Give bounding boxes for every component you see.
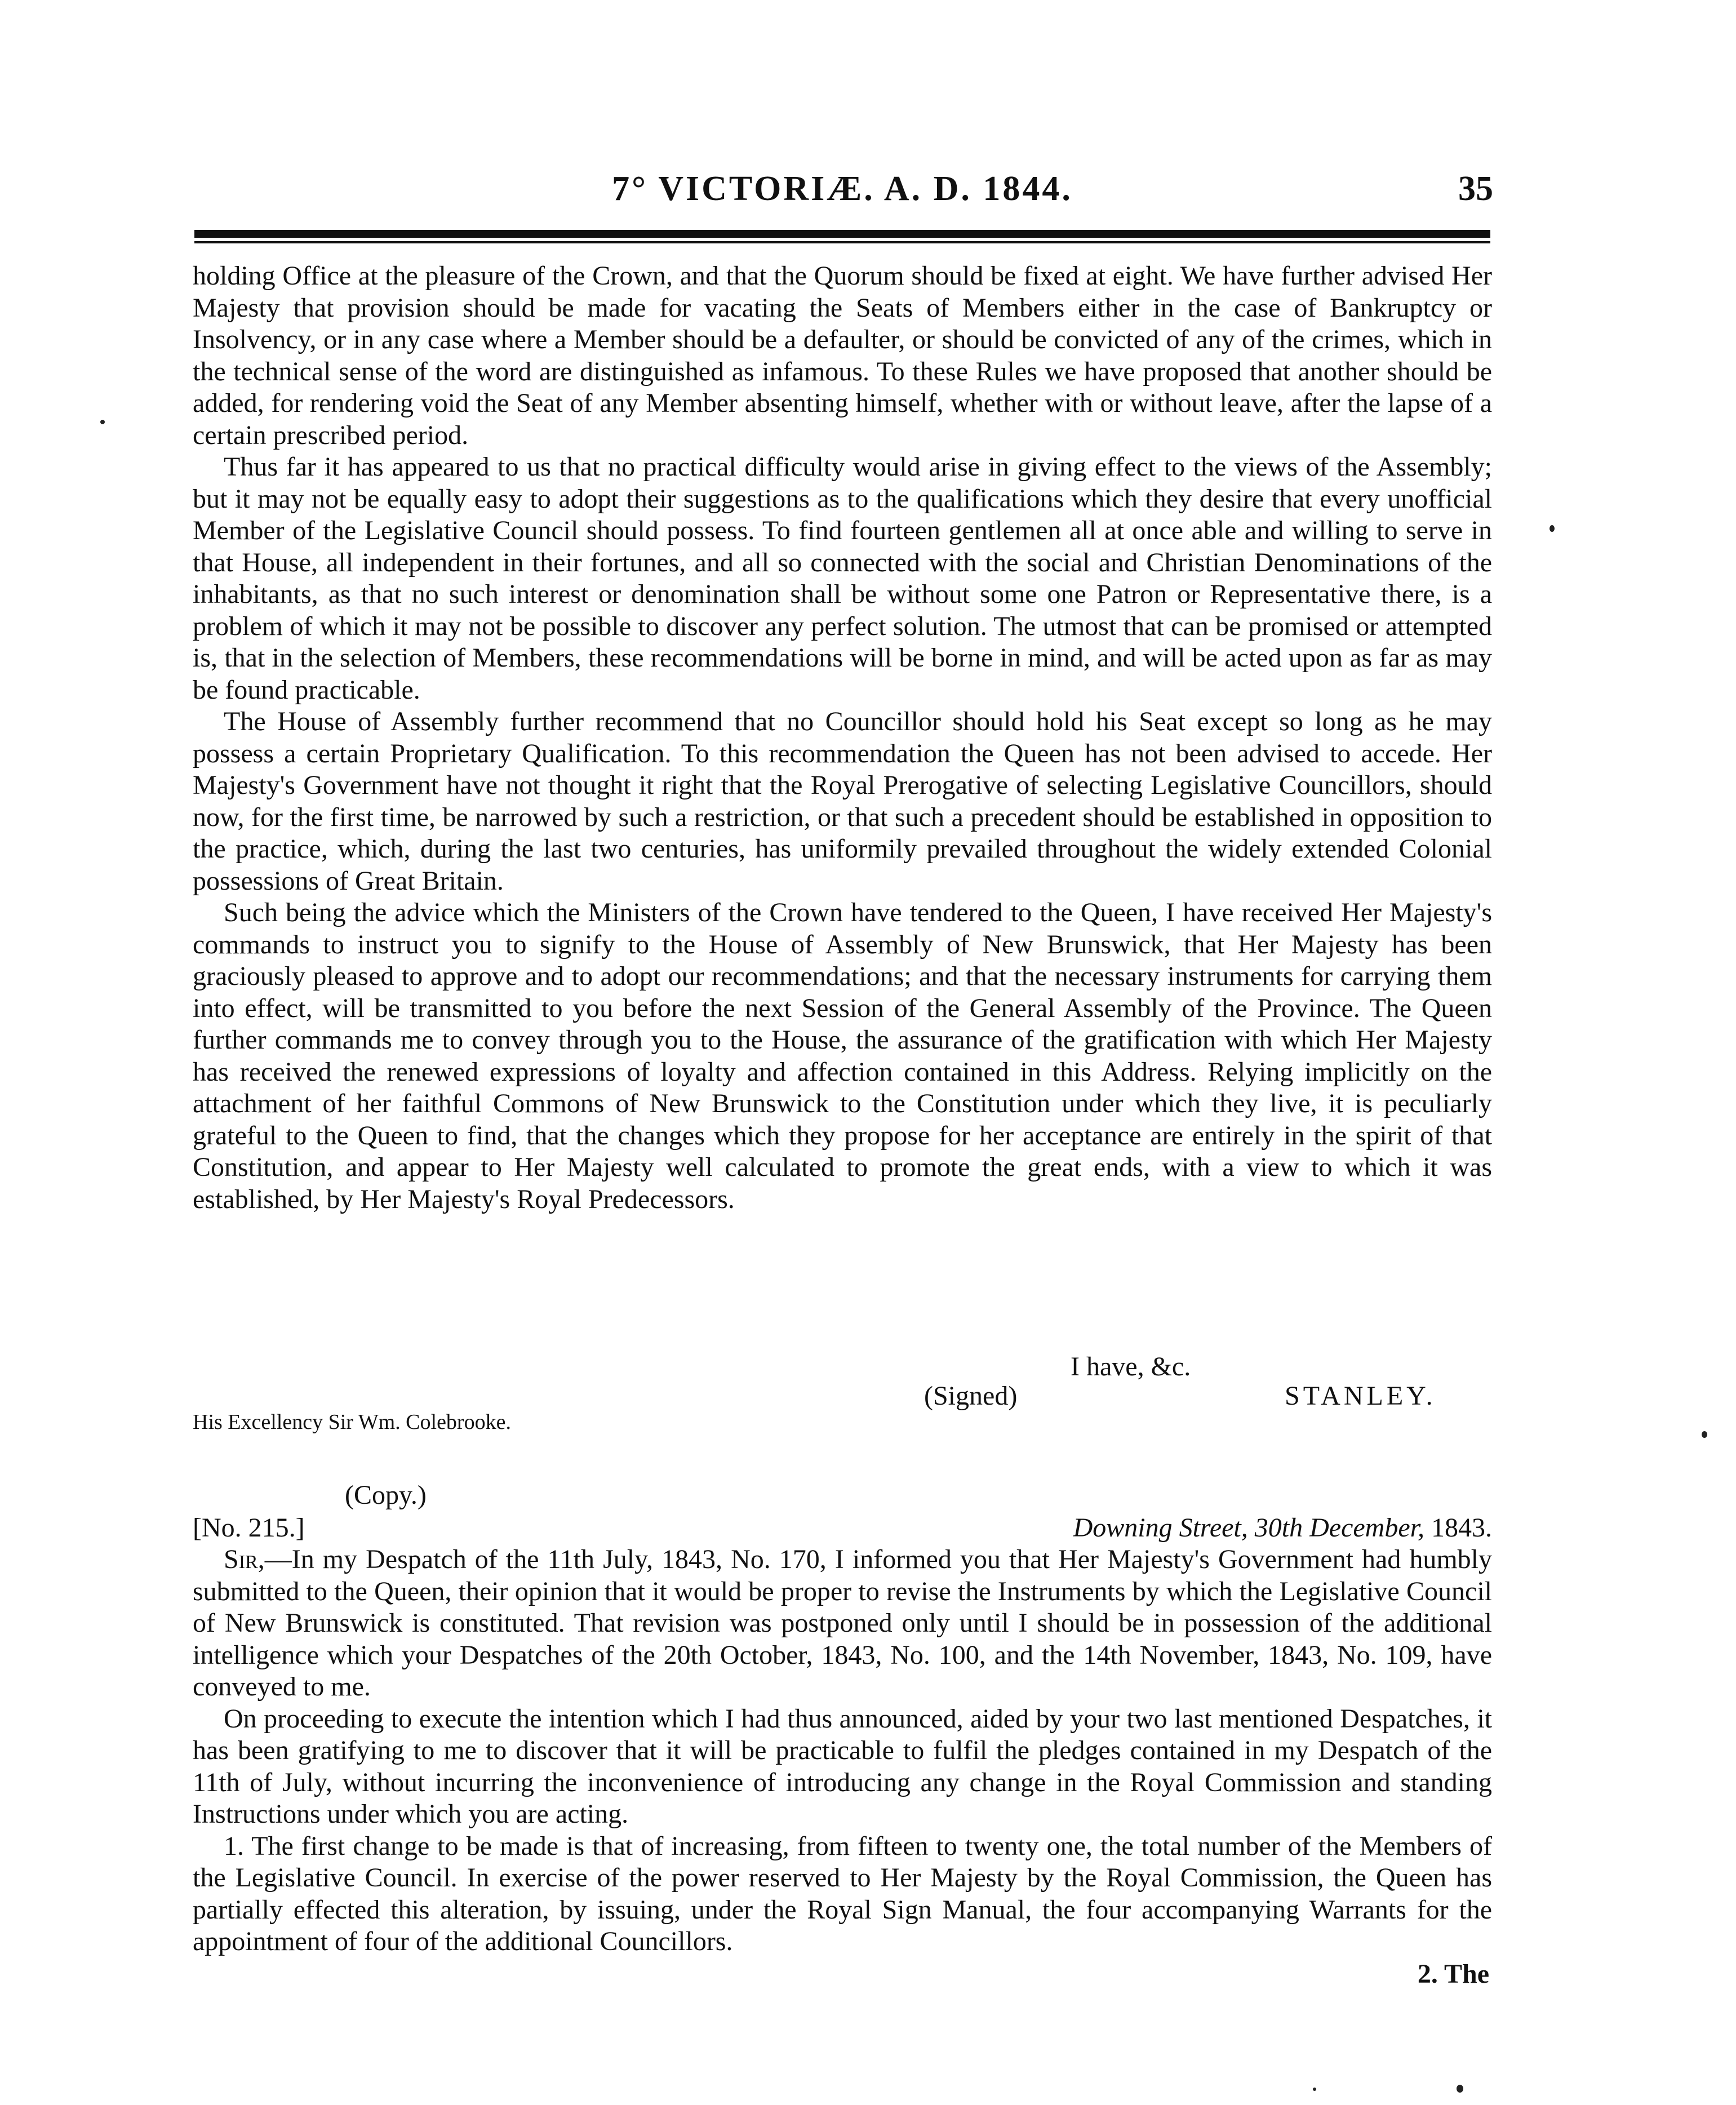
despatch-body — [193, 260, 1492, 1215]
signed-label: (Signed) — [924, 1381, 1018, 1411]
despatch-number: [No. 215.] — [193, 1513, 305, 1543]
scan-speck — [1313, 2088, 1316, 2091]
running-title: 7° VICTORIÆ. A. D. 1844. — [612, 170, 1073, 208]
scan-speck — [1549, 525, 1555, 532]
page-header — [192, 169, 1493, 214]
page-number: 35 — [1458, 170, 1493, 208]
salutation: Sir, — [224, 1544, 265, 1574]
scan-speck — [100, 420, 105, 424]
second-despatch-body — [193, 1544, 1492, 1958]
paragraph-text: —In my Despatch of the 11th July, 1843, No. 170, I informed you that Her Majesty's Government had humbly submitted to the Queen, their opinion that it would be proper to revise the Instruments by which the Legislative Council of New Brunswick is constituted. That revision was postponed only until I should be in possession of the additional intelligence which your Despatches of the 20th October, 1843, No. 100, and the 14th November, 1843, No. 109, have conveyed to me. — [193, 1544, 1492, 1702]
paragraph: The House of Assembly further recommend that no Councillor should hold his Seat except so long as he may possess a certain Proprietary Qualification. To this recommendation the Queen has not been advised to accede. Her Majesty's Government have not thought it right that the Royal Prerogative of selecting Legislative Councillors, should now, for the first time, be narrowed by such a restriction, or that such a precedent should be established in opposition to the practice, which, during the last two centuries, has uniformily prevailed throughout the widely extended Colonial possessions of Great Britain. — [193, 707, 1492, 896]
signer-name: STANLEY. — [1285, 1381, 1436, 1411]
catchword: 2. The — [1417, 1959, 1489, 1989]
dateline — [1073, 1512, 1492, 1543]
copy-label: (Copy.) — [345, 1480, 427, 1510]
closing-formula: I have, &c. — [1071, 1352, 1191, 1382]
scan-speck — [1457, 2085, 1463, 2093]
dateline-place: Downing Street, 30th December, — [1073, 1513, 1424, 1543]
paragraph: holding Office at the pleasure of the Crown, and that the Quorum should be fixed at eight. We have further advised Her Majesty that provision should be made for vacating the Seats of Members either in the case of Bankruptcy or Insolvency, or in any case where a Member should be a defaulter, or should be convicted of any of the crimes, which in the technical sense of the word are distinguished as infamous. To these Rules we have proposed that another should be added, for rendering void the Seat of any Member absenting himself, whether with or without leave, after the lapse of a certain prescribed period. — [193, 261, 1492, 450]
header-rule-thin — [194, 241, 1490, 243]
paragraph: Thus far it has appeared to us that no practical difficulty would arise in giving effect to the views of the Assembly; but it may not be equally easy to adopt their suggestions as to the qualifications which they desire that every unofficial Member of the Legislative Council should possess. To find fourteen gentlemen all at once able and willing to serve in that House, all independent in their fortunes, and all so connected with the social and Christian Denominations of the inhabitants, as that no such interest or denomination shall be without some one Patron or Representative there, is a problem of which it may not be possible to discover any perfect solution. The utmost that can be promised or attempted is, that in the selection of Members, these recommendations will be borne in mind, and will be acted upon as far as may be found practicable. — [193, 452, 1492, 705]
paragraph: 1. The first change to be made is that of increasing, from fifteen to twenty one, the total number of the Members of the Legislative Council. In exercise of the power reserved to Her Majesty by the Royal Commission, the Queen has partially effected this alteration, by issuing, under the Royal Sign Manual, the four accompanying Warrants for the appointment of four of the additional Councillors. — [193, 1831, 1492, 1956]
paragraph: Such being the advice which the Ministers of the Crown have tendered to the Queen, I have received Her Majesty's commands to instruct you to signify to the House of Assembly of New Brunswick, that Her Majesty has been graciously pleased to approve and to adopt our recommendations; and that the necessary instruments for carrying them into effect, will be transmitted to you before the next Session of the General Assembly of the Province. The Queen further commands me to convey through you to the House, the assurance of the gratification with which Her Majesty has received the renewed expressions of loyalty and affection contained in this Address. Relying implicitly on the attachment of her faithful Commons of New Brunswick to the Constitution under which they live, it is peculiarly grateful to the Queen to find, that the changes which they propose for her acceptance are entirely in the spirit of that Constitution, and appear to Her Majesty well calculated to promote the great ends, with a view to which it was established, by Her Majesty's Royal Predecessors. — [193, 898, 1492, 1214]
dateline-year: 1843. — [1431, 1513, 1492, 1543]
paragraph — [193, 1544, 1492, 1703]
scan-speck — [1702, 1431, 1707, 1438]
recipient: His Excellency Sir Wm. Colebrooke. — [193, 1410, 511, 1434]
header-rule-thick — [194, 230, 1490, 238]
paragraph: On proceeding to execute the intention which I had thus announced, aided by your two last mentioned Despatches, it has been gratifying to me to discover that it will be practicable to fulfil the pledges contained in my Despatch of the 11th of July, without incurring the inconvenience of introducing any change in the Royal Commission and standing Instructions under which you are acting. — [193, 1703, 1492, 1829]
